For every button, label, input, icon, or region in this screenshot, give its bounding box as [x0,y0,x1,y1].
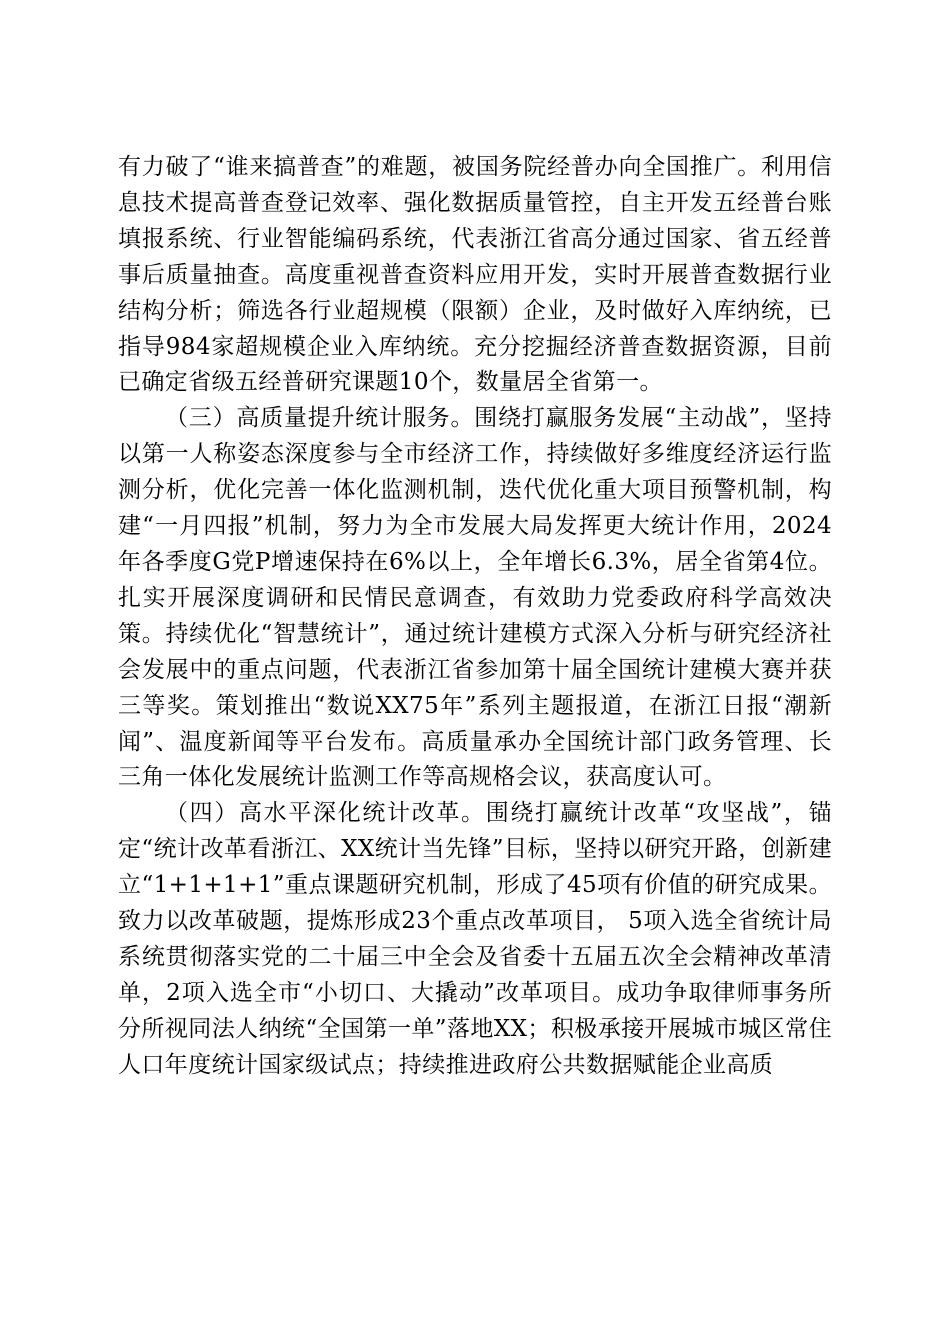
paragraph-section-4-statistical-reform: （四）高水平深化统计改革。围绕打赢统计改革“攻坚战”，锚定“统计改革看浙江、XX统计当先锋”目标，坚持以研究开路，创新建立“1+1+1+1”重点课题研究机制，形成了45项有价值的研究成果。致力以改革破题，提炼形成23个重点改革项目， 5项入选全省统计局系统贯彻落实党的二十届三中全会及省委十五届五次全会精神改革清单，2项入选全市“小切口、大撬动”改革项目。成功争取律师事务所分所视同法人纳统“全国第一单”落地XX；积极承接开展城市城区常住人口年度统计国家级试点；持续推进政府公共数据赋能企业高质 [118,800,832,1078]
document-body [118,150,832,1084]
paragraph-continuation: 有力破了“谁来搞普查”的难题，被国务院经普办向全国推广。利用信息技术提高普查登记效率、强化数据质量管控，自主开发五经普台账填报系统、行业智能编码系统，代表浙江省高分通过国家、省五经普事后质量抽查。高度重视普查资料应用开发，实时开展普查数据行业结构分析；筛选各行业超规模（限额）企业，及时做好入库纳统，已指导984家超规模企业入库纳统。充分挖掘经济普查数据资源，目前已确定省级五经普研究课题10个，数量居全省第一。 [118,154,832,396]
paragraph-section-3-statistical-services: （三）高质量提升统计服务。围绕打赢服务发展“主动战”，坚持以第一人称姿态深度参与全市经济工作，持续做好多维度经济运行监测分析，优化完善一体化监测机制，迭代优化重大项目预警机制，构建“一月四报”机制，努力为全市发展大局发挥更大统计作用，2024年各季度G党P增速保持在6%以上，全年增长6.3%，居全省第4位。扎实开展深度调研和民情民意调查，有效助力党委政府科学高效决策。持续优化“智慧统计”，通过统计建模方式深入分析与研究经济社会发展中的重点问题，代表浙江省参加第十届全国统计建模大赛并获三等奖。策划推出“数说XX75年”系列主题报道，在浙江日报“潮新闻”、温度新闻等平台发布。高质量承办全国统计部门政务管理、长三角一体化发展统计监测工作等高规格会议，获高度认可。 [118,405,832,791]
